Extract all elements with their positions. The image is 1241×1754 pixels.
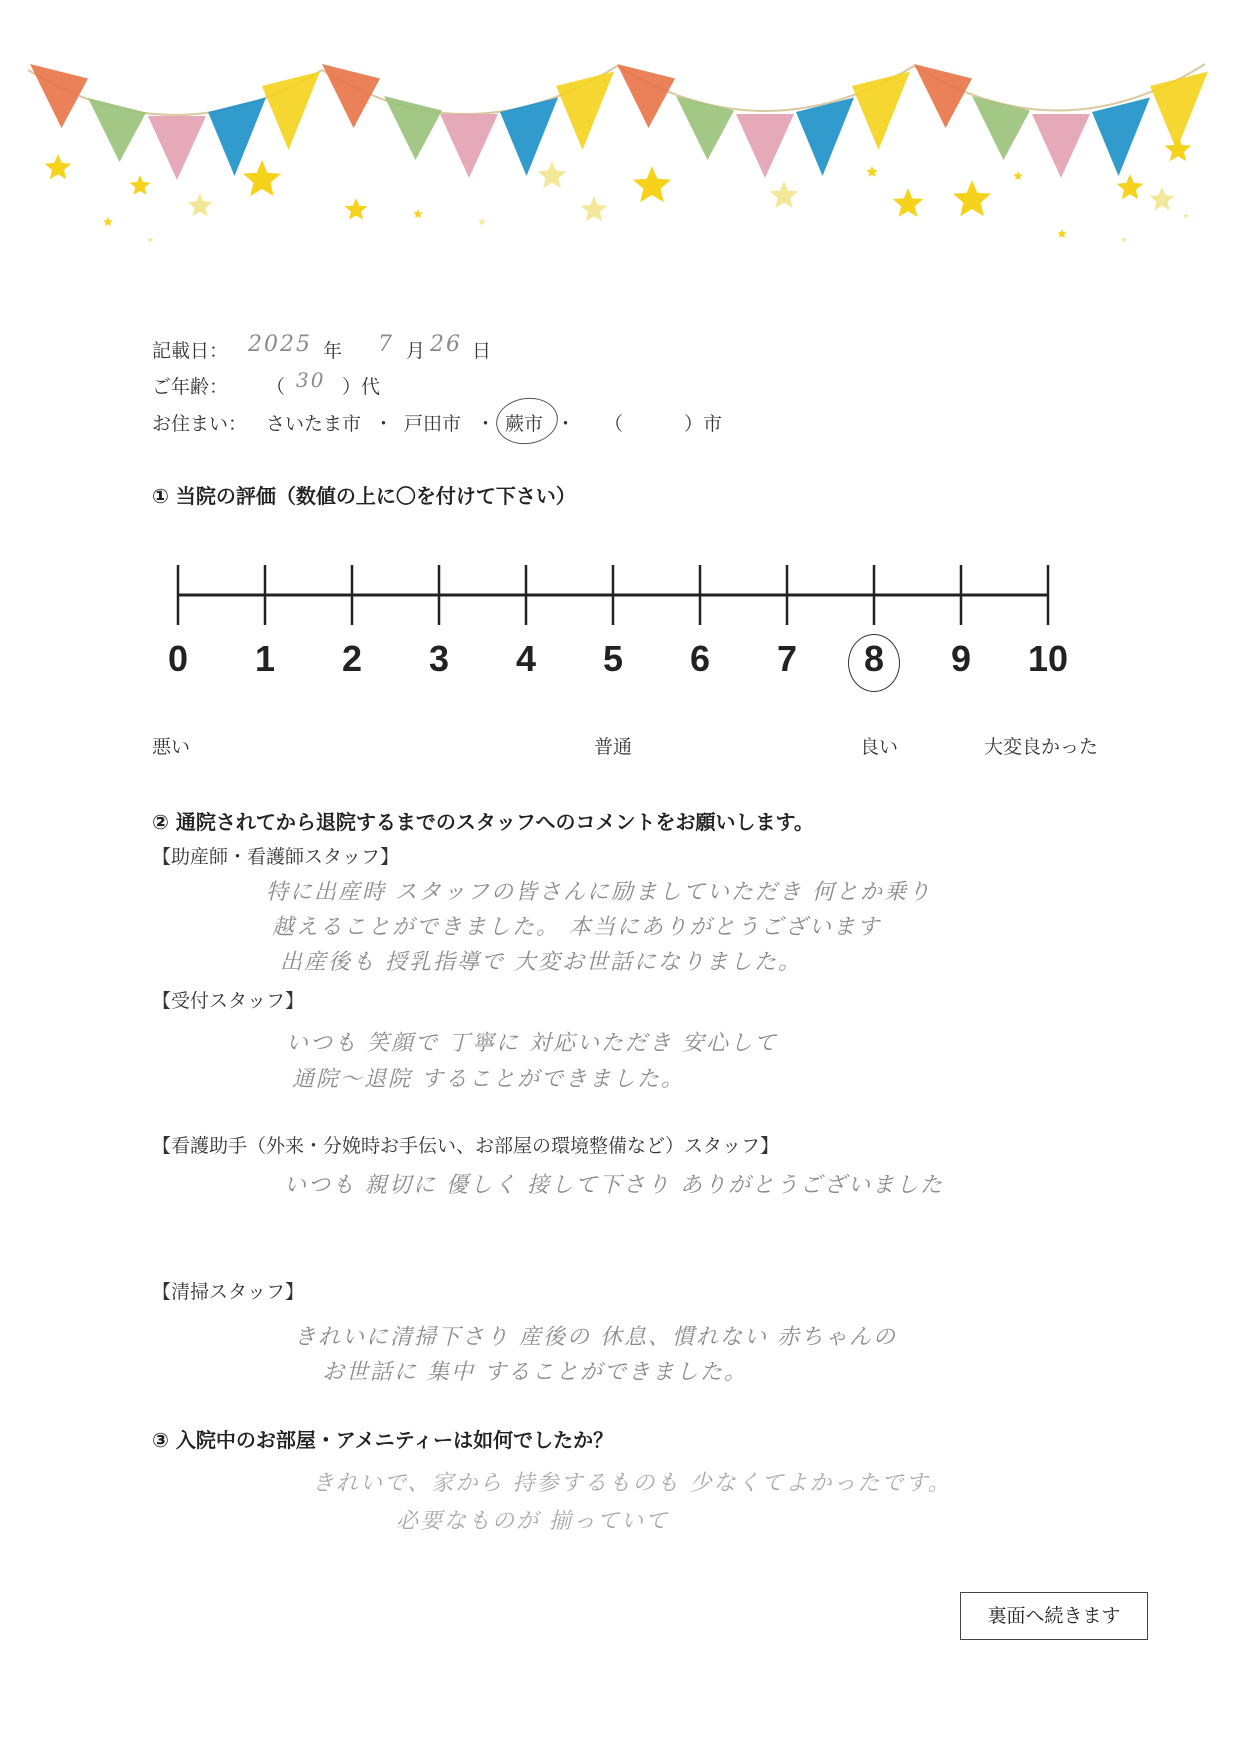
star-icon xyxy=(413,209,423,218)
city-other-open: （ xyxy=(604,413,624,435)
scale-number-10: 10 xyxy=(1028,638,1069,679)
bunting-flag xyxy=(736,114,794,178)
scale-number-6: 6 xyxy=(689,638,711,679)
year-unit: 年 xyxy=(323,340,343,362)
bunting-flag xyxy=(914,64,972,128)
cleaning-comment-line: きれいに清掃下さり 産後の 休息、慣れない 赤ちゃんの xyxy=(294,1325,897,1350)
residence-label: お住まい： xyxy=(152,413,248,435)
bunting-flag xyxy=(796,98,854,177)
city-saitama: さいたま市 xyxy=(266,413,362,435)
bunting-flag xyxy=(852,72,910,151)
scale-label-good: 良い xyxy=(860,736,899,758)
bunting-flags xyxy=(28,64,1208,180)
date-label: 記載日： xyxy=(152,340,229,362)
star-icon xyxy=(866,166,877,177)
separator-dot: ・ xyxy=(556,413,576,435)
star-icon xyxy=(1121,237,1127,242)
age-open-paren: （ xyxy=(266,376,286,398)
scale-number-7: 7 xyxy=(776,638,798,679)
scale-number-2: 2 xyxy=(341,638,363,679)
separator-dot: ・ xyxy=(374,413,394,435)
separator-dot: ・ xyxy=(476,413,496,435)
q2-title: ② 通院されてから退院するまでのスタッフへのコメントをお願いします。 xyxy=(152,810,814,834)
date-day-handwritten: 26 xyxy=(430,332,462,357)
scale-number-4: 4 xyxy=(515,638,537,679)
scale-label-normal: 普通 xyxy=(594,736,633,758)
reception-comment-line: いつも 笑顔で 丁寧に 対応いただき 安心して xyxy=(286,1031,778,1056)
bunting-flag xyxy=(1150,72,1208,151)
city-other-close: ）市 xyxy=(684,413,723,435)
q1-title: ① 当院の評価（数値の上に〇を付けて下さい） xyxy=(152,484,576,508)
star-icon xyxy=(130,175,151,195)
star-icon xyxy=(633,166,671,202)
scale-label-very-good: 大変良かった xyxy=(984,736,1099,758)
midwife-comment-line: 越えることができました。 本当にありがとうございます xyxy=(272,915,881,940)
city-toda: 戸田市 xyxy=(404,413,462,435)
selected-city-circle xyxy=(493,394,561,448)
date-month-handwritten: 7 xyxy=(378,332,394,357)
bunting-flag xyxy=(148,116,206,180)
bunting-flag xyxy=(617,64,675,128)
scale-number-8: 8 xyxy=(863,638,885,679)
decorative-stars xyxy=(45,136,1192,242)
scale-number-1: 1 xyxy=(254,638,276,679)
star-icon xyxy=(581,196,608,221)
city-warabi: 蕨市 xyxy=(505,413,544,435)
star-icon xyxy=(147,237,153,242)
star-icon xyxy=(770,181,799,208)
bunting-flag xyxy=(1032,114,1090,178)
reception-heading: 【受付スタッフ】 xyxy=(152,990,305,1012)
bunting-flag xyxy=(88,98,146,162)
scale-number-9: 9 xyxy=(950,638,972,679)
star-icon xyxy=(1165,136,1192,161)
star-icon xyxy=(345,198,368,220)
cleaning-comment-line: お世話に 集中 することができました。 xyxy=(322,1360,748,1385)
assistant-heading: 【看護助手（外来・分娩時お手伝い、お部屋の環境整備など）スタッフ】 xyxy=(152,1135,780,1157)
q3-comment-line: きれいで、家から 持参するものも 少なくてよかったです。 xyxy=(312,1471,952,1496)
date-year-handwritten: 2025 xyxy=(248,332,312,357)
cleaning-heading: 【清掃スタッフ】 xyxy=(152,1281,305,1303)
bunting-flag xyxy=(208,98,266,177)
scale-number-5: 5 xyxy=(602,638,624,679)
rating-scale xyxy=(0,555,1241,625)
reception-comment-line: 通院～退院 することができました。 xyxy=(292,1067,685,1092)
star-icon xyxy=(538,161,567,188)
bunting-banner xyxy=(0,0,1241,260)
star-icon xyxy=(243,160,281,196)
star-icon xyxy=(1117,174,1144,199)
bunting-flag xyxy=(556,72,614,151)
selected-rating-circle xyxy=(848,634,900,692)
scale-label-bad: 悪い xyxy=(152,736,191,758)
age-close-paren: ）代 xyxy=(342,376,381,398)
star-icon xyxy=(478,218,486,225)
q3-title: ③ 入院中のお部屋・アメニティーは如何でしたか？ xyxy=(152,1428,614,1452)
bunting-flag xyxy=(384,96,442,160)
midwife-comment-line: 特に出産時 スタッフの皆さんに励ましていただき 何とか乗り xyxy=(266,880,932,905)
scale-number-0: 0 xyxy=(167,638,189,679)
age-label: ご年齢： xyxy=(152,376,229,398)
bunting-flag xyxy=(1092,98,1150,177)
bunting-flag xyxy=(262,72,320,151)
star-icon xyxy=(188,193,213,217)
bunting-flag xyxy=(972,96,1030,160)
day-unit: 日 xyxy=(472,340,492,362)
bunting-flag xyxy=(676,96,734,160)
star-icon xyxy=(1183,213,1189,218)
midwife-heading: 【助産師・看護師スタッフ】 xyxy=(152,846,400,868)
assistant-comment-line: いつも 親切に 優しく 接して下さり ありがとうございました xyxy=(284,1173,944,1198)
bunting-flag xyxy=(440,114,498,178)
star-icon xyxy=(45,154,72,179)
continue-on-back-box xyxy=(960,1592,1148,1640)
scale-number-3: 3 xyxy=(428,638,450,679)
star-icon xyxy=(953,180,991,216)
star-icon xyxy=(893,188,923,217)
month-unit: 月 xyxy=(406,340,426,362)
midwife-comment-line: 出産後も 授乳指導で 大変お世話になりました。 xyxy=(280,950,802,975)
star-icon xyxy=(103,217,113,226)
star-icon xyxy=(1057,229,1067,238)
q3-comment-line: 必要なものが 揃っていて xyxy=(396,1509,669,1534)
age-value-handwritten: 30 xyxy=(296,368,326,392)
star-icon xyxy=(1150,187,1175,211)
continue-on-back-label: 裏面へ続きます xyxy=(987,1605,1121,1627)
star-icon xyxy=(1013,171,1023,180)
